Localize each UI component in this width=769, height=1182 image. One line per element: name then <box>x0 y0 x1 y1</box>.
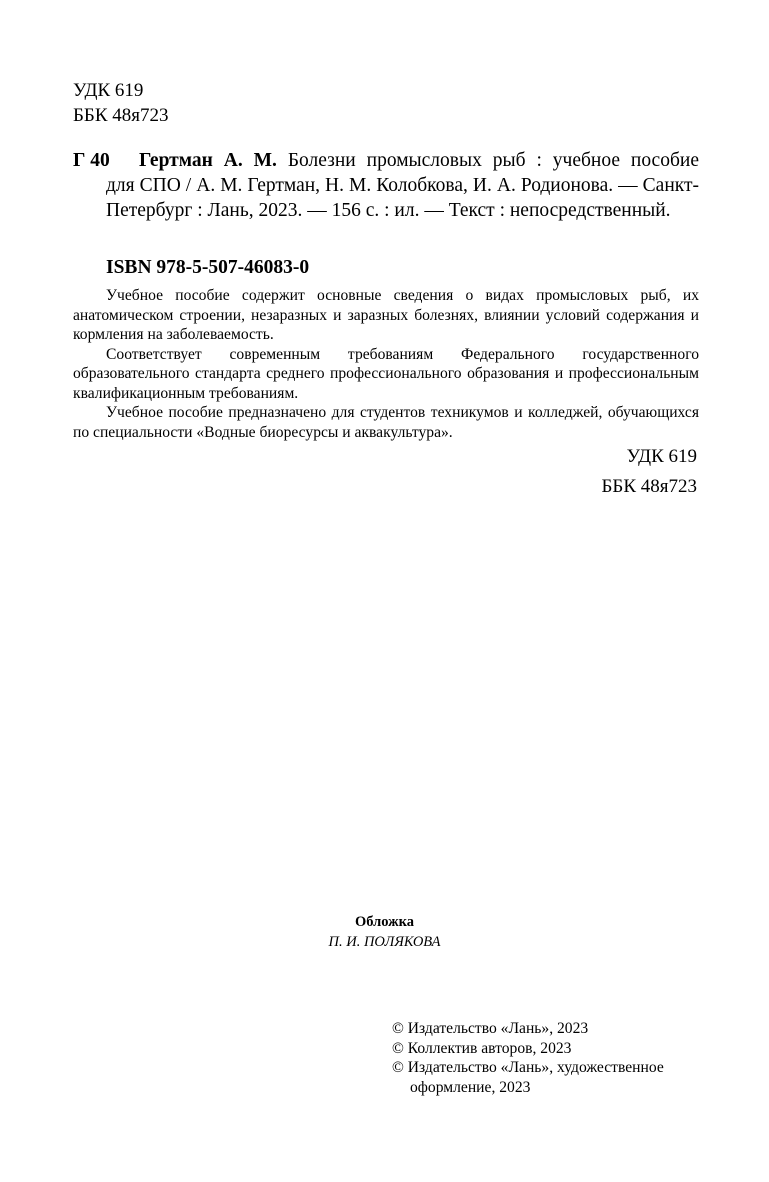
udk-code: УДК 619 <box>73 80 144 101</box>
author-mark: Г 40 <box>73 150 110 171</box>
bbk-code: ББК 48я723 <box>601 476 697 497</box>
abstract-paragraph: Учебное пособие содержит основные сведения о видах промысловых рыб, их анатомическом строении, незаразных и заразных болезнях, влиянии условий содержания и кормления на заболеваемость. <box>73 287 699 343</box>
abstract-paragraph: Соответствует современным требованиям Федерального государственного образовательного стандарта среднего профессионального образования и профессиональным квалификационным требованиям. <box>73 345 699 402</box>
author-name: Гертман А. М. <box>139 150 277 171</box>
copyright-line: © Коллектив авторов, 2023 <box>392 1039 572 1057</box>
isbn: ISBN 978-5-507-46083-0 <box>106 257 310 278</box>
bbk-code: ББК 48я723 <box>73 105 169 126</box>
description-rest: для СПО / А. М. Гертман, Н. М. Колобкова, И. А. Родионова. — Санкт-Петербург : Лань, 2023. — 156 с. : ил. — Текст : непосредственный. <box>106 175 699 221</box>
copyright-line: © Издательство «Лань», 2023 <box>392 1020 589 1037</box>
abstract <box>73 286 699 442</box>
description-first-line <box>65 148 699 173</box>
abstract-paragraph: Учебное пособие предназначено для студентов техникумов и колледжей, обучающихся по специальности «Водные биоресурсы и аквакультура». <box>73 404 699 441</box>
udk-code: УДК 619 <box>626 446 697 467</box>
title-start: Болезни промысловых рыб : учебное пособие <box>276 150 699 171</box>
classification-right <box>602 442 697 502</box>
copyright-line: © Издательство «Лань», художественное оформление, 2023 <box>392 1059 664 1096</box>
cover-label: Обложка <box>354 914 415 930</box>
cover-designer: П. И. ПОЛЯКОВА <box>328 934 441 950</box>
classification-top <box>73 78 168 128</box>
bibliographic-entry <box>73 148 699 223</box>
copyright-block <box>392 1019 710 1097</box>
bibliographic-description <box>106 148 699 223</box>
cover-credit <box>0 912 769 952</box>
